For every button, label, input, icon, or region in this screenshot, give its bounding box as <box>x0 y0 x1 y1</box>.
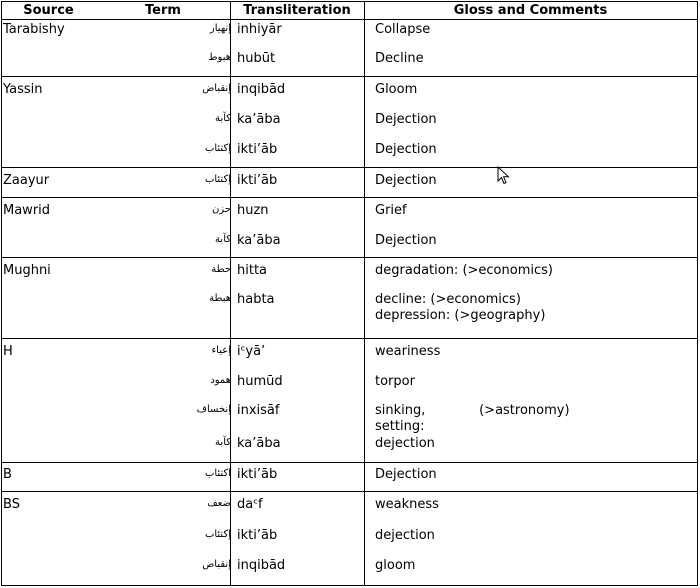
term-cell: كآبة <box>215 113 231 124</box>
term-cell: ضعف <box>207 498 231 509</box>
gloss-cell: Dejection <box>375 233 437 248</box>
term-cell: كآبة <box>215 437 231 448</box>
gloss-cell: Dejection <box>375 112 437 127</box>
row-divider <box>1 257 698 258</box>
row-divider <box>1 167 698 168</box>
source-cell: H <box>3 344 13 359</box>
table-border-left <box>1 1 2 586</box>
table-border-top <box>1 1 698 2</box>
source-cell: Mawrid <box>3 203 51 218</box>
source-cell: Yassin <box>3 82 43 97</box>
transliteration-cell: ka’āba <box>237 233 281 248</box>
source-cell: Mughni <box>3 263 51 278</box>
row-divider <box>1 76 698 77</box>
transliteration-cell: inhiyār <box>237 22 282 37</box>
transliteration-cell: ikti’āb <box>237 142 278 157</box>
term-cell: إكتئاب <box>204 143 231 154</box>
term-cell: إنخساف <box>196 404 231 415</box>
term-cell: إعياء <box>211 345 231 356</box>
column-divider <box>364 1 365 586</box>
gloss-cell: decline: (>economics) depression: (>geography) <box>375 292 546 323</box>
gloss-cell: Gloom <box>375 82 418 97</box>
transliteration-cell: ikti’āb <box>237 467 278 482</box>
source-cell: B <box>3 467 12 482</box>
term-cell: إنقباض <box>202 559 231 570</box>
gloss-cell: torpor <box>375 374 415 389</box>
gloss-cell: dejection <box>375 528 435 543</box>
transliteration-cell: ikti’āb <box>237 173 278 188</box>
transliteration-cell: inqibād <box>237 558 286 573</box>
term-cell: إكتئاب <box>204 529 231 540</box>
gloss-cell: weariness <box>375 344 441 359</box>
gloss-cell: Dejection <box>375 173 437 188</box>
term-cell: إنهيار <box>209 23 231 34</box>
source-cell: Zaayur <box>3 173 50 188</box>
term-cell: همود <box>210 375 231 386</box>
gloss-cell: Dejection <box>375 142 437 157</box>
term-cell: هبوط <box>208 52 231 63</box>
term-cell: إنقباض <box>202 83 231 94</box>
term-cell: إكتئاب <box>204 174 231 185</box>
row-divider <box>1 197 698 198</box>
gloss-cell: weakness <box>375 497 439 512</box>
transliteration-cell: inqibād <box>237 82 286 97</box>
transliteration-cell: inxisāf <box>237 403 280 418</box>
transliteration-cell: iᶜyā’ <box>237 344 266 359</box>
gloss-cell: degradation: (>economics) <box>375 263 553 278</box>
gloss-cell: Dejection <box>375 467 437 482</box>
transliteration-cell: ka’āba <box>237 112 281 127</box>
gloss-cell: Collapse <box>375 22 431 37</box>
row-divider <box>1 338 698 339</box>
transliteration-cell: habta <box>237 292 275 307</box>
table-border-right <box>697 1 698 586</box>
gloss-cell: gloom <box>375 558 416 573</box>
glossary-table <box>1 1 698 586</box>
gloss-cell: sinking, (>astronomy) setting: <box>375 403 570 434</box>
header-divider <box>1 19 698 20</box>
transliteration-cell: hubūt <box>237 51 276 66</box>
header-source: Source <box>23 3 74 18</box>
gloss-cell: Decline <box>375 51 424 66</box>
mouse-pointer-icon <box>497 166 511 186</box>
source-cell: Tarabishy <box>3 22 65 37</box>
row-divider <box>1 462 698 463</box>
header-term: Term <box>145 3 181 18</box>
term-cell: هبطة <box>209 293 231 304</box>
transliteration-cell: hitta <box>237 263 268 278</box>
term-cell: اكتئاب <box>204 468 231 479</box>
transliteration-cell: humūd <box>237 374 283 389</box>
transliteration-cell: huzn <box>237 203 269 218</box>
table-border-bottom <box>1 585 698 586</box>
term-cell: كآبة <box>215 234 231 245</box>
header-gloss: Gloss and Comments <box>453 3 608 18</box>
gloss-cell: Grief <box>375 203 407 218</box>
header-transliteration: Transliteration <box>243 3 351 18</box>
term-cell: حطة <box>211 264 231 275</box>
row-divider <box>1 491 698 492</box>
gloss-cell: dejection <box>375 436 435 451</box>
transliteration-cell: ka’āba <box>237 436 281 451</box>
transliteration-cell: ikti’āb <box>237 528 278 543</box>
term-cell: حزن <box>211 204 231 215</box>
source-cell: BS <box>3 497 20 512</box>
transliteration-cell: daᶜf <box>237 497 263 512</box>
